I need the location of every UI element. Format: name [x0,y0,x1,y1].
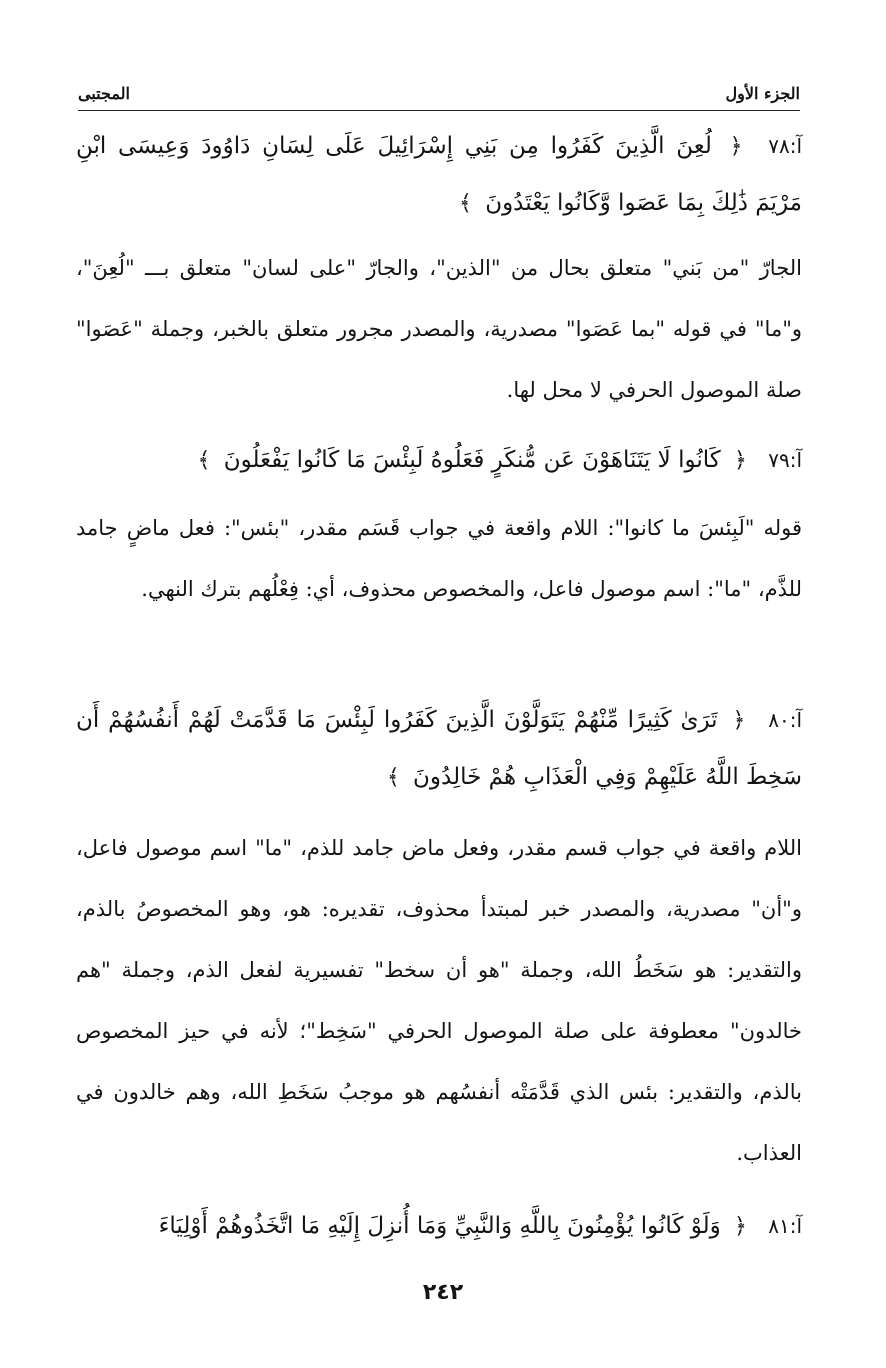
ornament-open-icon: ﴿ [734,1214,747,1239]
verse-ref: آ:٧٨ [768,134,803,158]
verse-ref: آ:٧٩ [768,448,802,472]
verse-ref: آ:٨١ [768,1214,802,1238]
verse-79 [76,432,802,489]
ornament-open-icon: ﴿ [729,134,743,159]
verse-ref: آ:٨٠ [768,708,803,732]
header-volume: الجزء الأول [725,84,800,103]
ornament-close-icon: ﴾ [458,191,472,216]
verse-text: تَرَىٰ كَثِيرًا مِّنْهُمْ يَتَوَلَّوْنَ الَّذِينَ كَفَرُوا لَبِئْسَ مَا قَدَّمَتْ لَهُمْ أَنفُسُهُمْ أَن سَخِطَ اللَّهُ عَلَيْهِمْ وَفِي الْعَذَابِ هُمْ خَالِدُونَ [76,707,802,790]
ornament-close-icon: ﴾ [386,765,400,790]
verse-text: كَانُوا لَا يَتَنَاهَوْنَ عَن مُّنكَرٍ فَعَلُوهُ لَبِئْسَ مَا كَانُوا يَفْعَلُونَ [223,447,721,473]
verse-text: لُعِنَ الَّذِينَ كَفَرُوا مِن بَنِي إِسْرَائِيلَ عَلَى لِسَانِ دَاوُودَ وَعِيسَى ابْنِ مَرْيَمَ ذَٰلِكَ بِمَا عَصَوا وَّكَانُوا يَعْتَدُونَ [76,133,802,216]
verse-80 [76,692,802,806]
header-book-title: المجتبى [78,84,130,103]
page-number: ٢٤٢ [422,1280,464,1305]
commentary-79: قوله "لَبِئسَ ما كانوا": اللام واقعة في جواب قَسَم مقدر، "بئس": فعل ماضٍ جامد للذَّم، "ما": اسم موصول فاعل، والمخصوص محذوف، أي: فِعْلُهم بترك النهي. [76,516,802,601]
verse-81 [76,1198,802,1255]
running-header [78,82,800,111]
commentary-80: اللام واقعة في جواب قسم مقدر، وفعل ماض جامد للذم، "ما" اسم موصول فاعل، و"أن" مصدرية، والمصدر خبر لمبتدأ محذوف، تقديره: هو، وهو المخصوصُ بالذم، والتقدير: هو سَخَطُ الله، وجملة "هو أن سخط" تفسيرية لفعل الذم، وجملة "هم خالدون" معطوفة على صلة الموصول الحرفي "سَخِط"؛ لأنه في حيز المخصوص بالذم، والتقدير: بئس الذي قَدَّمَتْه أنفسُهم هو موجبُ سَخَطِ الله، وهم خالدون في العذاب. [76,836,802,1165]
verse-text: وَلَوْ كَانُوا يُؤْمِنُونَ بِاللَّهِ وَالنَّبِيِّ وَمَا أُنزِلَ إِلَيْهِ مَا اتَّخَذُوهُمْ أَوْلِيَاءَ [158,1213,721,1239]
verse-78 [76,118,802,232]
ornament-close-icon: ﴾ [197,448,211,473]
commentary-78: الجارّ "من بَني" متعلق بحال من "الذين"، والجارّ "على لسان" متعلق بـــ "لُعِنَ"، و"ما" في قوله "بما عَصَوا" مصدرية، والمصدر مجرور متعلق بالخبر، وجملة "عَصَوا" صلة الموصول الحرفي لا محل لها. [76,256,802,402]
ornament-open-icon: ﴿ [732,708,746,733]
ornament-open-icon: ﴿ [734,448,747,473]
